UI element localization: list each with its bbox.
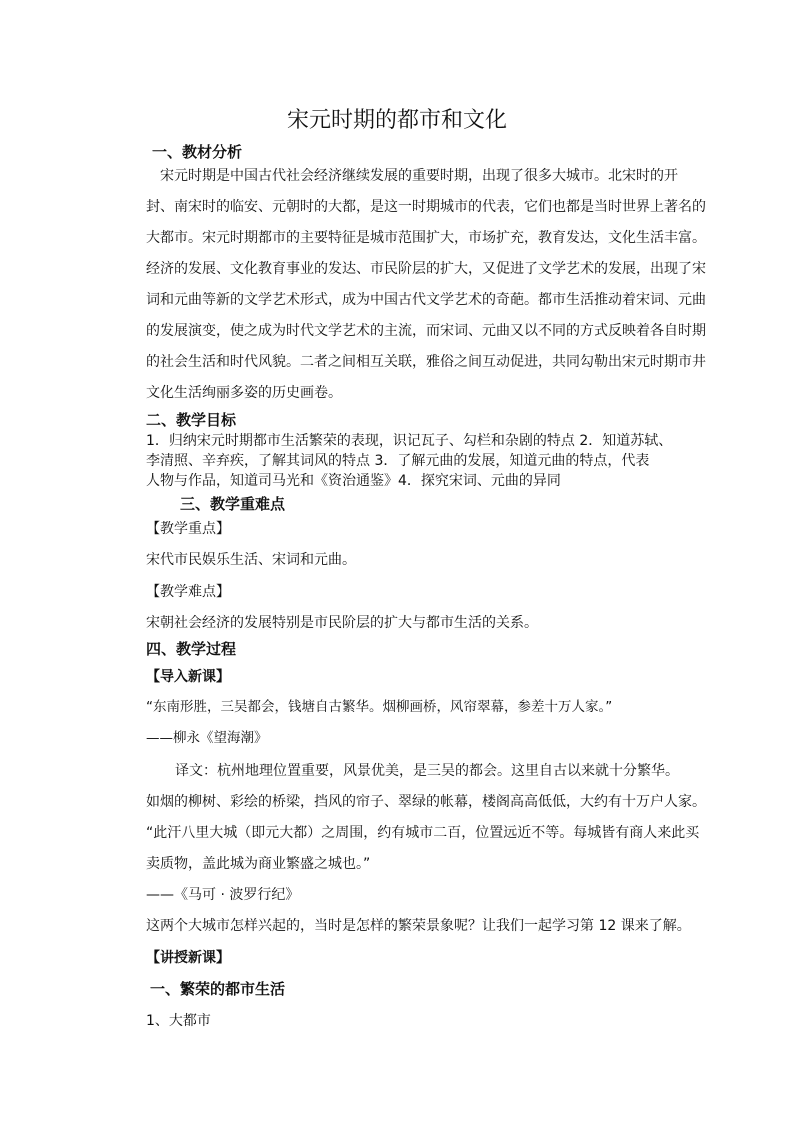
translation-line: 译文：杭州地理位置重要，风景优美，是三吴的都会。这里自古以来就十分繁华。: [175, 763, 679, 779]
section-heading-process: 四、教学过程: [146, 640, 237, 658]
poem-quote: “东南形胜，三吴都会，钱塘自古繁华。烟柳画桥，风帘翠幕，参差十万人家。”: [146, 699, 613, 715]
paragraph-line: 经济的发展、文化教育事业的发达、市民阶层的扩大，又促进了文学艺术的发展，出现了宋: [146, 261, 706, 277]
translation-line: “此汗八里大城（即元大都）之周围，约有城市二百，位置远近不等。每城皆有商人来此买: [146, 825, 700, 841]
section-heading-key-difficult: 三、教学重难点: [180, 495, 286, 513]
paragraph-line: 大都市。宋元时期都市的主要特征是城市范围扩大，市场扩充，教育发达，文化生活丰富。: [146, 230, 706, 246]
objectives-line: 李清照、辛弃疾，了解其词风的特点 3．了解元曲的发展，知道元曲的特点，代表: [146, 453, 650, 469]
objectives-line: 1．归纳宋元时期都市生活繁荣的表现，识记瓦子、勾栏和杂剧的特点 2．知道苏轼、: [146, 433, 673, 449]
translation-line: 如烟的柳树、彩绘的桥梁，挡风的帘子、翠绿的帐幕，楼阁高高低低，大约有十万户人家。: [146, 794, 706, 810]
part-heading-city-life: 一、繁荣的都市生活: [150, 980, 286, 998]
paragraph-line: 词和元曲等新的文学艺术形式，成为中国古代文学艺术的奇葩。都市生活推动着宋词、元曲: [146, 292, 706, 308]
marco-polo-source: ——《马可 · 波罗行纪》: [146, 887, 300, 903]
paragraph-line: 的社会生活和时代风貌。二者之间相互关联，雅俗之间互动促进，共同勾勒出宋元时期市井: [146, 354, 706, 370]
difficult-points-text: 宋朝社会经济的发展特别是市民阶层的扩大与都市生活的关系。: [146, 615, 538, 631]
lecture-label: 【讲授新课】: [146, 950, 230, 966]
intro-label: 【导入新课】: [146, 669, 230, 685]
paragraph-line: 文化生活绚丽多姿的历史画卷。: [146, 385, 342, 401]
paragraph-line: 封、南宋时的临安、元朝时的大都，是这一时期城市的代表，它们也都是当时世界上著名的: [146, 199, 706, 215]
section-heading-analysis: 一、教材分析: [152, 143, 243, 161]
item-big-cities: 1、大都市: [146, 1013, 211, 1029]
lead-in-question: 这两个大城市怎样兴起的，当时是怎样的繁荣景象呢？让我们一起学习第 12 课来了解。: [146, 918, 691, 934]
difficult-points-label: 【教学难点】: [146, 584, 230, 600]
section-heading-objectives: 二、教学目标: [146, 411, 237, 429]
translation-line: 卖质物，盖此城为商业繁盛之城也。”: [146, 856, 371, 872]
paragraph-line: 宋元时期是中国古代社会经济继续发展的重要时期，出现了很多大城市。北宋时的开: [160, 168, 678, 184]
key-points-text: 宋代市民娱乐生活、宋词和元曲。: [146, 552, 356, 568]
paragraph-line: 的发展演变，使之成为时代文学艺术的主流，而宋词、元曲又以不同的方式反映着各自时期: [146, 323, 706, 339]
key-points-label: 【教学重点】: [146, 521, 230, 537]
page-title: 宋元时期的都市和文化: [286, 108, 507, 133]
poem-source: ——柳永《望海潮》: [146, 730, 268, 746]
objectives-line: 人物与作品，知道司马光和《资治通鉴》4．探究宋词、元曲的异同: [146, 473, 561, 489]
